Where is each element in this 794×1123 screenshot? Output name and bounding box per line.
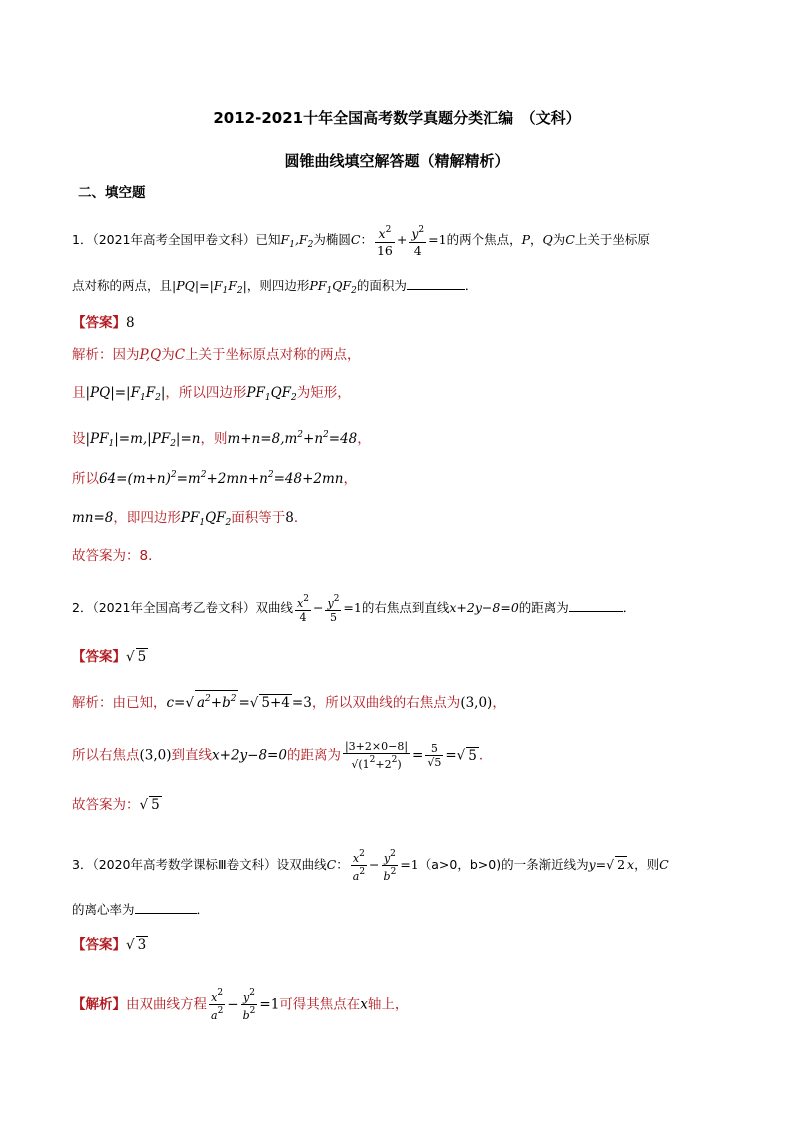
answer-tag: 【答案】 <box>72 649 126 665</box>
q2-solution-2: 所以右焦点(3,0)到直线x+2y−8=0的距离为 $\frac{|3+2\times 0-8|}{√(1^2+2^2)}$ = $\frac{5}{√5}$ =√ 5 ． <box>72 740 493 771</box>
q2-solution-1: 解析：由已知，c=√ $a^2+b^2$ =√ 5+4 =3，所以双曲线的右焦点为(3,0)， <box>72 690 506 713</box>
q2-frac-x: $\frac{x^2}{4}$ <box>297 594 309 624</box>
q1-sol-text: 为矩形， <box>296 385 351 401</box>
question-2: 2．（2021年全国高考乙卷文科）双曲线 $\frac{x^2}{4}$ − $\frac{y^2}{5}$ =1的右焦点到直线x+2y−8=0的距离为 ． <box>72 594 636 624</box>
page-title: 2012-2021十年全国高考数学真题分类汇编 （文科） <box>213 109 581 127</box>
question-3-line-2 <box>72 900 209 920</box>
q2-text: ． <box>622 600 636 615</box>
q2-sol-text: ， <box>492 695 506 711</box>
q3-frac-y: $\frac{y^2}{b^2}$ <box>383 849 397 883</box>
analysis-tag: 【解析】 <box>72 996 126 1013</box>
q3-sol-frac-y: $\frac{y^2}{b^2}$ <box>242 988 256 1022</box>
q2-sol-text: 解析：由已知， <box>72 695 167 711</box>
q1-solution-1: 解析：因为P,Q为C上关于坐标原点对称的两点， <box>72 347 361 363</box>
q3-source: （2020年高考数学课标Ⅲ卷文科） <box>92 857 277 872</box>
q1-answer <box>72 313 135 333</box>
q1-sol-text: ， <box>357 431 371 447</box>
q2-text: 的右焦点到直线 <box>361 600 450 615</box>
q2-final: 故答案为：√ 5 <box>72 797 160 813</box>
answer-tag: 【答案】 <box>72 315 126 331</box>
q3-number: 3． <box>72 857 93 872</box>
q2-text: 的距离为 <box>518 600 569 615</box>
q3-sol-text: 可得其焦点在 <box>279 996 361 1013</box>
q3-answer: 【答案】√ 3 <box>72 937 147 953</box>
q2-answer: 【答案】√ 5 <box>72 649 147 665</box>
q3-text: ． <box>196 902 210 917</box>
q2-number: 2． <box>72 600 93 615</box>
q1-sol-text: 所以 <box>72 471 99 487</box>
q2-sol-text: ，所以双曲线的右焦点为 <box>311 695 461 711</box>
q1-text: 点对称的两点，且 <box>72 278 173 293</box>
q2-final-text: 故答案为： <box>72 797 140 813</box>
q3-frac-x: $\frac{x^2}{a^2}$ <box>352 849 366 883</box>
q3-sol-text: 轴上， <box>367 996 409 1013</box>
q3-sol-text: 由双曲线方程 <box>126 996 207 1013</box>
q1-solution-2: 且$|PQ|=|F_1F_2|$，所以四边形$PF_1QF_2$为矩形， <box>72 385 351 403</box>
q2-frac-y: $\frac{y^2}{5}$ <box>327 594 340 624</box>
q3-sol-frac-x: $\frac{x^2}{a^2}$ <box>211 988 224 1022</box>
q1-sol-text: 上关于坐标原点对称的两点， <box>185 347 361 363</box>
q1-frac-y: $\frac{y^2}{4}$ <box>409 222 426 259</box>
q1-text: 为 <box>552 232 566 247</box>
q2-frac-5: $\frac{5}{√5}$ <box>427 742 442 769</box>
question-1-line-1: 1．（2021年高考全国甲卷文科）已知$F_1,F_2$为椭圆C： $\frac{x^2}{16}$ + $\frac{y^2}{4}$ =1的两个焦点，P，Q为C上关于坐标原 <box>72 222 650 259</box>
q2-text: 双曲线 <box>255 600 294 615</box>
q2-sol-text: 的距离为 <box>286 747 341 764</box>
q2-sol-text: ． <box>478 747 493 764</box>
q1-text: 为椭圆 <box>313 232 351 247</box>
q1-source: （2021年高考全国甲卷文科） <box>92 232 256 247</box>
answer-blank <box>569 599 623 612</box>
q1-sol-text: 面积等于 <box>231 510 286 526</box>
answer-blank <box>407 277 465 290</box>
q3-text: ，则 <box>634 857 660 872</box>
q1-text: ． <box>464 278 478 293</box>
answer-blank <box>135 901 197 914</box>
q1-text: 的两个焦点， <box>446 232 522 247</box>
q2-sol-text: 到直线 <box>171 747 213 764</box>
q3-text: 的离心率为 <box>72 902 135 917</box>
q1-c: C <box>350 232 361 247</box>
q1-answer-value: 8 <box>126 315 135 331</box>
q1-text: ，则四边形 <box>246 278 310 293</box>
q1-solution-4: 所以$64=(m+n)^2=m^2+2mn+n^2=48+2mn$， <box>72 470 357 487</box>
q1-sol-text: ，即四边形 <box>113 510 181 526</box>
question-1-line-2: 点对称的两点，且$|PQ|=|F_1F_2|$，则四边形$PF_1QF_2$的面积为 ． <box>72 278 478 296</box>
q3-solution-1: 【解析】由双曲线方程 $\frac{x^2}{a^2}$ − $\frac{y^2}{b^2}$ =1可得其焦点在x轴上， <box>72 988 409 1022</box>
q1-text: 上关于坐标原 <box>574 232 650 247</box>
page-subtitle: 圆锥曲线填空解答题（精解精析） <box>284 152 510 170</box>
q1-sol-text: ． <box>293 510 308 526</box>
answer-tag: 【答案】 <box>72 937 126 953</box>
q1-text: 已知 <box>255 232 281 247</box>
q1-sol-text: ，则 <box>200 431 228 447</box>
q1-sol-text: 且 <box>72 385 86 401</box>
q3-text: （a>0，b>0)的一条渐近线为 <box>418 857 589 872</box>
q1-solution-3: 设$|PF_1|=m,|PF_2|=n$，则$m+n=8,m^2+n^2=48$， <box>72 430 371 449</box>
q1-sol-text: 为 <box>161 347 175 363</box>
q1-sol-text: ，所以四边形 <box>165 385 247 401</box>
q1-sol-text: 设 <box>72 431 86 447</box>
q1-final: 故答案为：8． <box>72 548 162 564</box>
q2-source: （2021年全国高考乙卷文科） <box>92 600 256 615</box>
q2-sol-text: 所以右焦点 <box>72 747 140 764</box>
q1-frac-x: $\frac{x^2}{16}$ <box>375 222 395 259</box>
q1-solution-5: mn=8，即四边形$PF_1QF_2$面积等于8． <box>72 510 308 528</box>
q2-distance-frac: $\frac{|3+2\times 0-8|}{√(1^2+2^2)}$ <box>344 740 409 771</box>
question-3-line-1: 3．（2020年高考数学课标Ⅲ卷文科）设双曲线C： $\frac{x^2}{a^2}$ − $\frac{y^2}{b^2}$ =1（a>0，b>0)的一条渐近线为y=√ 2 x，则C <box>72 849 669 883</box>
q1-number: 1． <box>72 232 93 247</box>
q1-sol-text: 解析：因为 <box>72 347 140 363</box>
q1-foci: $F_1,F_2$ <box>280 232 314 250</box>
section-heading: 二、填空题 <box>78 185 146 201</box>
q1-sol-text: ， <box>343 471 357 487</box>
q3-text: 设双曲线 <box>276 857 327 872</box>
q1-text: 的面积为 <box>356 278 407 293</box>
